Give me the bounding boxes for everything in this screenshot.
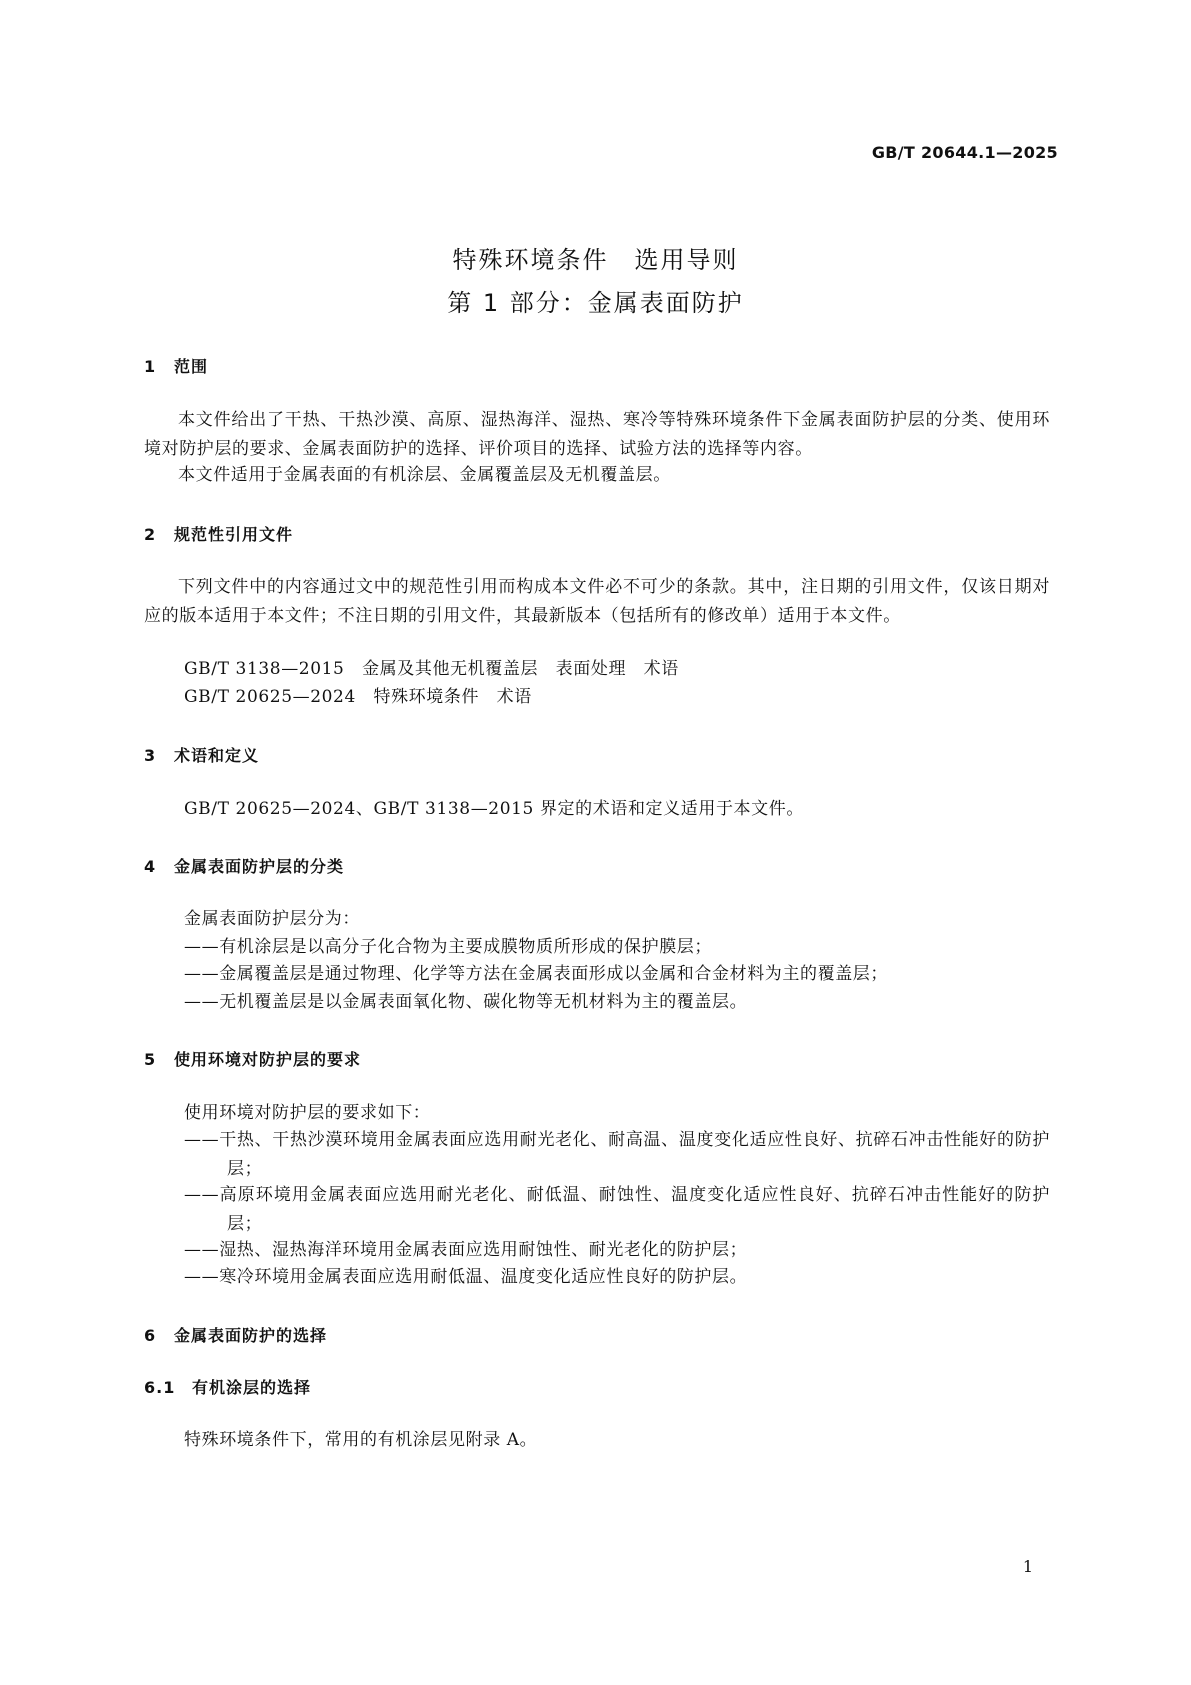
section-title: 使用环境对防护层的要求	[174, 1050, 362, 1069]
section-3-paragraph-1: GB/T 20625—2024、GB/T 3138—2015 界定的术语和定义适用于本文件。	[184, 799, 804, 819]
section-5-heading	[144, 1047, 361, 1070]
section-2-paragraph-1: 下列文件中的内容通过文中的规范性引用而构成本文件必不可少的条款。其中，注日期的引用文件，仅该日期对应的版本适用于本文件；不注日期的引用文件，其最新版本（包括所有的修改单）适用于本文件。	[144, 577, 1050, 626]
section-4-heading	[144, 854, 344, 877]
section-2-heading	[144, 522, 293, 545]
section-6-1-paragraph-1: 特殊环境条件下，常用的有机涂层见附录 A。	[184, 1430, 538, 1450]
list-item: ——无机覆盖层是以金属表面氧化物、碳化物等无机材料为主的覆盖层。	[184, 992, 748, 1012]
section-title: 金属表面防护的选择	[174, 1326, 328, 1345]
document-title-line-1: 特殊环境条件 选用导则	[452, 246, 739, 274]
list-item: ——寒冷环境用金属表面应选用耐低温、温度变化适应性良好的防护层。	[184, 1267, 748, 1287]
section-number: 6.1	[144, 1378, 176, 1397]
section-1-heading	[144, 354, 208, 377]
section-title: 金属表面防护层的分类	[174, 857, 345, 876]
section-number: 1	[144, 357, 157, 376]
section-1-paragraph-1: 本文件给出了干热、干热沙漠、高原、湿热海洋、湿热、寒冷等特殊环境条件下金属表面防护层的分类、使用环境对防护层的要求、金属表面防护的选择、评价项目的选择、试验方法的选择等内容。	[144, 410, 1050, 459]
section-6-1-heading	[144, 1375, 311, 1398]
document-title-line-2: 第 1 部分：金属表面防护	[447, 289, 744, 317]
list-item: ——干热、干热沙漠环境用金属表面应选用耐光老化、耐高温、温度变化适应性良好、抗碎石冲击性能好的防护层；	[184, 1130, 1050, 1179]
list-item: ——有机涂层是以高分子化合物为主要成膜物质所形成的保护膜层；	[184, 937, 712, 957]
section-1-paragraph-2: 本文件适用于金属表面的有机涂层、金属覆盖层及无机覆盖层。	[178, 465, 671, 485]
normative-reference-1: GB/T 3138—2015 金属及其他无机覆盖层 表面处理 术语	[184, 659, 679, 679]
section-number: 6	[144, 1326, 157, 1345]
section-number: 5	[144, 1050, 157, 1069]
section-number: 2	[144, 525, 157, 544]
section-5-intro: 使用环境对防护层的要求如下：	[184, 1103, 431, 1123]
section-4-intro: 金属表面防护层分为：	[184, 909, 360, 929]
section-title: 术语和定义	[174, 746, 260, 765]
section-title: 规范性引用文件	[174, 525, 294, 544]
page-number: 1	[1022, 1557, 1033, 1576]
section-title: 范围	[174, 357, 209, 376]
section-number: 3	[144, 746, 157, 765]
list-item: ——金属覆盖层是通过物理、化学等方法在金属表面形成以金属和合金材料为主的覆盖层；	[184, 964, 888, 984]
section-title: 有机涂层的选择	[192, 1378, 312, 1397]
normative-reference-2: GB/T 20625—2024 特殊环境条件 术语	[184, 687, 532, 707]
section-6-heading	[144, 1323, 327, 1346]
list-item: ——湿热、湿热海洋环境用金属表面应选用耐蚀性、耐光老化的防护层；	[184, 1240, 748, 1260]
standard-code: GB/T 20644.1—2025	[871, 143, 1058, 162]
section-number: 4	[144, 857, 157, 876]
section-3-heading	[144, 743, 259, 766]
list-item: ——高原环境用金属表面应选用耐光老化、耐低温、耐蚀性、温度变化适应性良好、抗碎石冲击性能好的防护层；	[184, 1185, 1050, 1234]
